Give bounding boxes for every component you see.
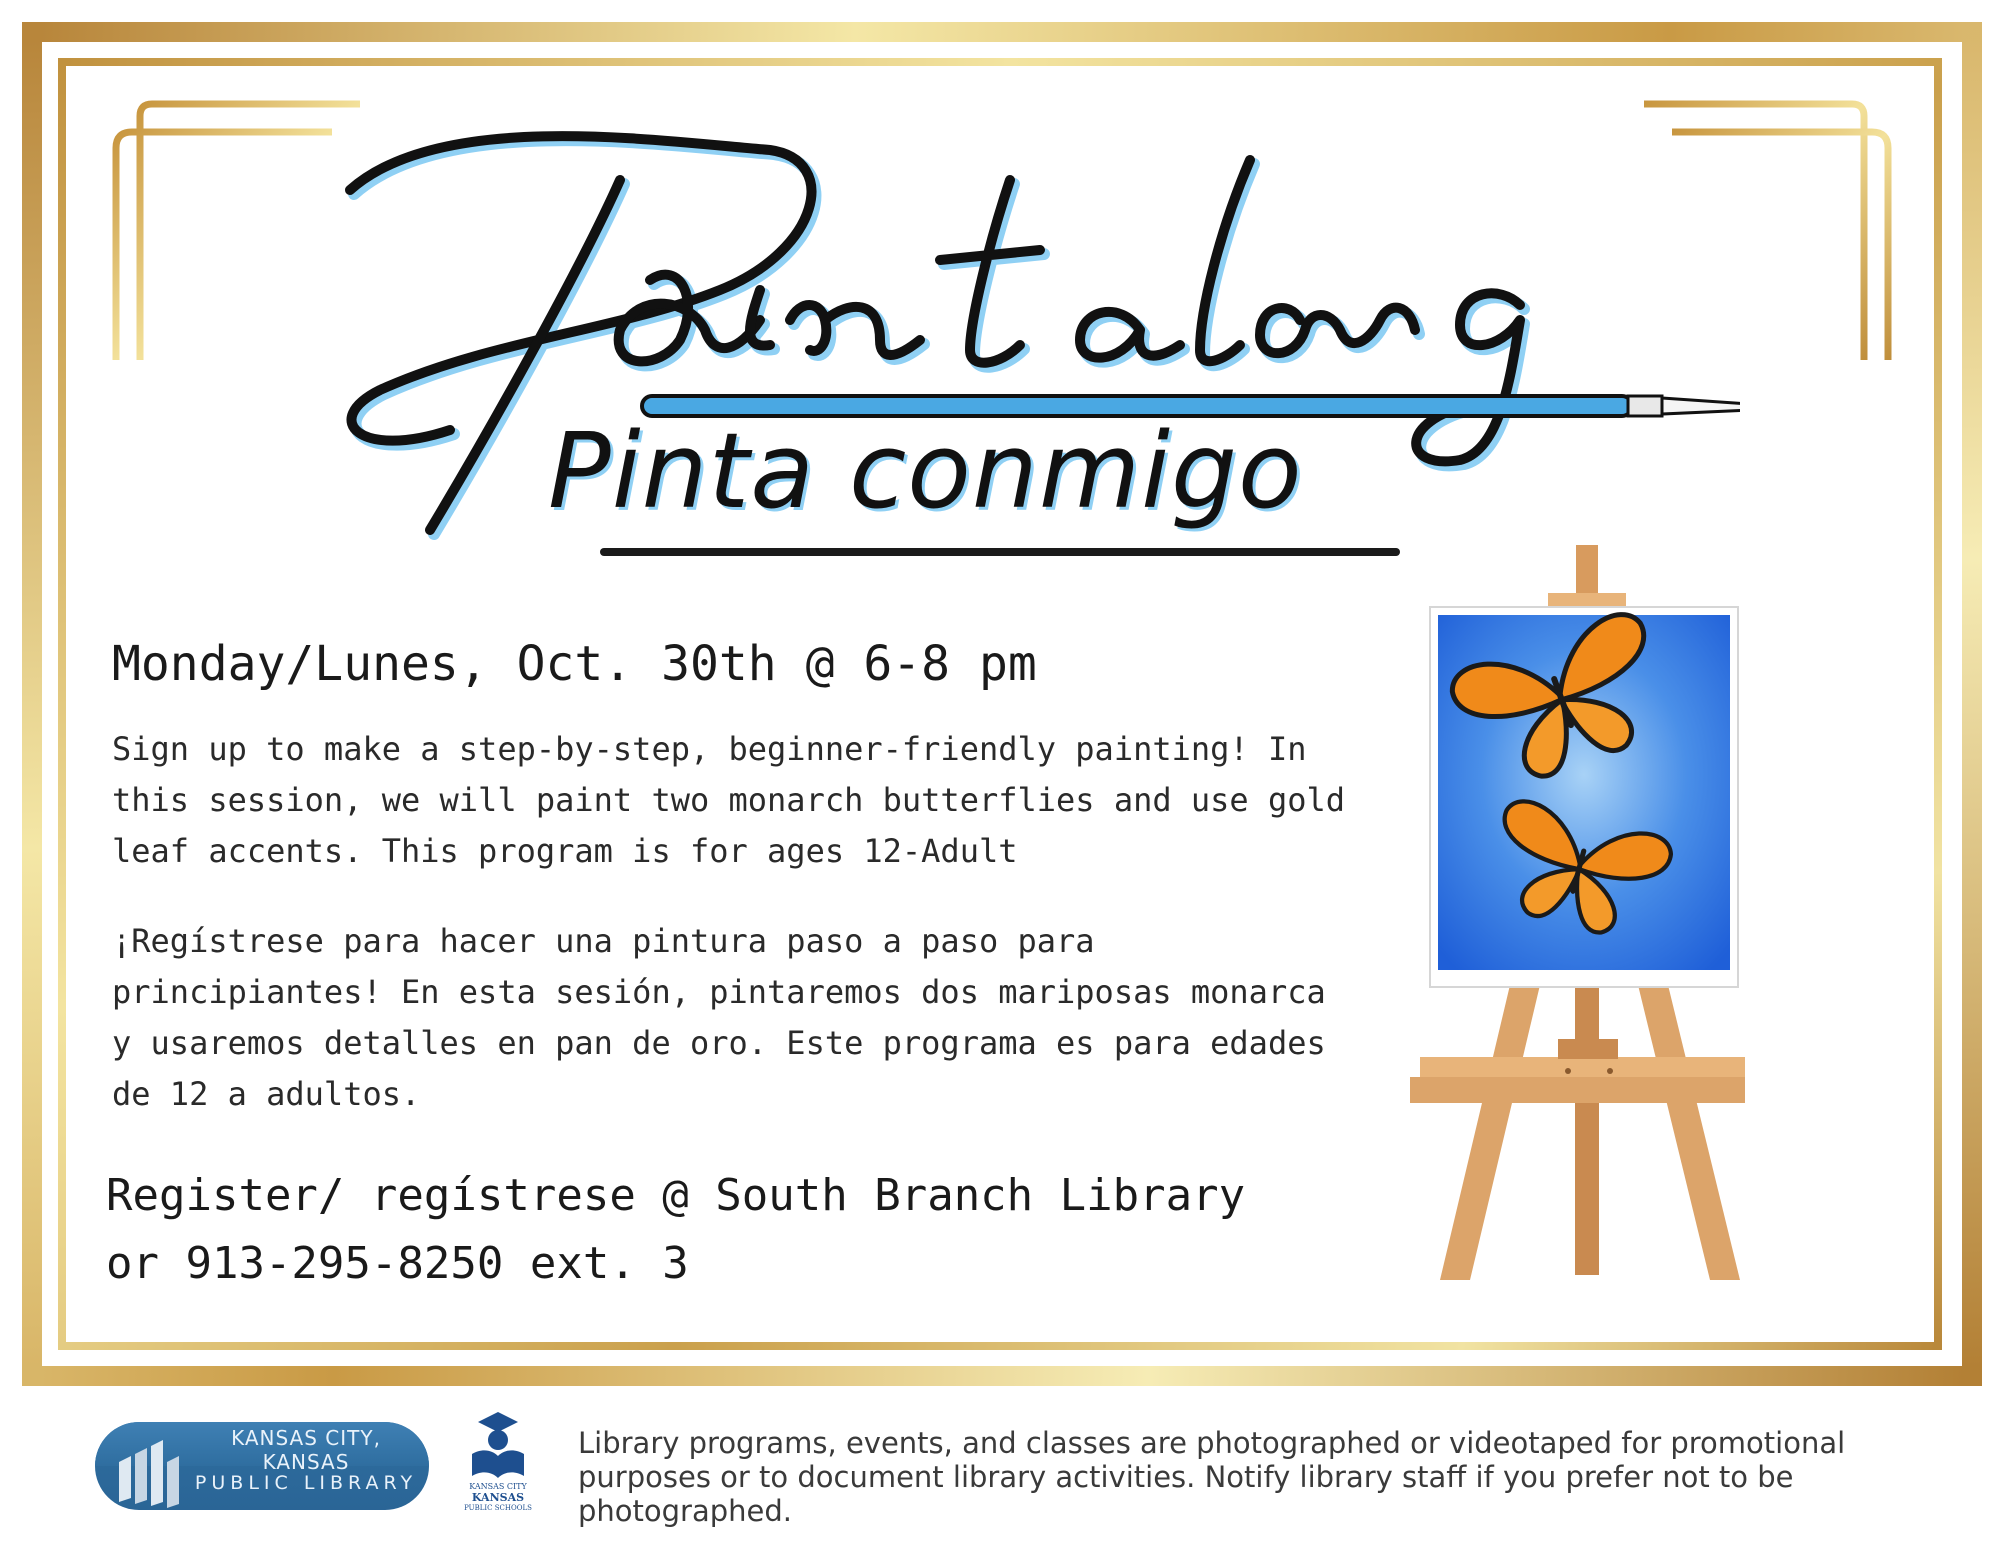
- kck-public-schools-logo: [458, 1408, 538, 1512]
- schools-logo-line1: KANSAS CITY: [469, 1482, 527, 1491]
- description-english: Sign up to make a step-by-step, beginner-friendly painting! In this session, we will paint two monarch butterflies and use gold leaf accents. This program is for ages 12-Adult: [112, 730, 1345, 870]
- description-spanish: ¡Regístrese para hacer una pintura paso a paso para principiantes! En esta sesión, pintaremos dos mariposas monarca y usaremos detalles en pan de oro. Este programa es para edades de 12 a adultos.: [112, 922, 1326, 1113]
- library-books-icon: [109, 1432, 189, 1510]
- schools-logo-line3: PUBLIC SCHOOLS: [464, 1504, 532, 1512]
- registration-line-phone: or 913-295-8250 ext. 3: [106, 1238, 689, 1289]
- graduate-reader-icon: [458, 1408, 538, 1482]
- library-logo-line1: KANSAS CITY, KANSAS: [231, 1426, 381, 1474]
- registration-info: [106, 1162, 1406, 1298]
- subtitle-underline: [600, 548, 1400, 556]
- photo-disclaimer: Library programs, events, and classes are photographed or videotaped for promotional purposes or to document library activities. Notify library staff if you prefer not to be photographed.: [578, 1426, 1846, 1528]
- kck-public-library-logo: [95, 1422, 429, 1510]
- easel-icon: [1410, 545, 1770, 1285]
- schools-logo-line2: KANSAS: [471, 1491, 525, 1504]
- library-logo-line2: PUBLIC LIBRARY: [194, 1472, 418, 1494]
- event-date-line: Monday/Lunes, Oct. 30th @ 6-8 pm: [112, 636, 1037, 692]
- subtitle-pinta-conmigo: Pinta conmigo: [548, 410, 1303, 532]
- registration-line-location: Register/ regístrese @ South Branch Library: [106, 1170, 1246, 1221]
